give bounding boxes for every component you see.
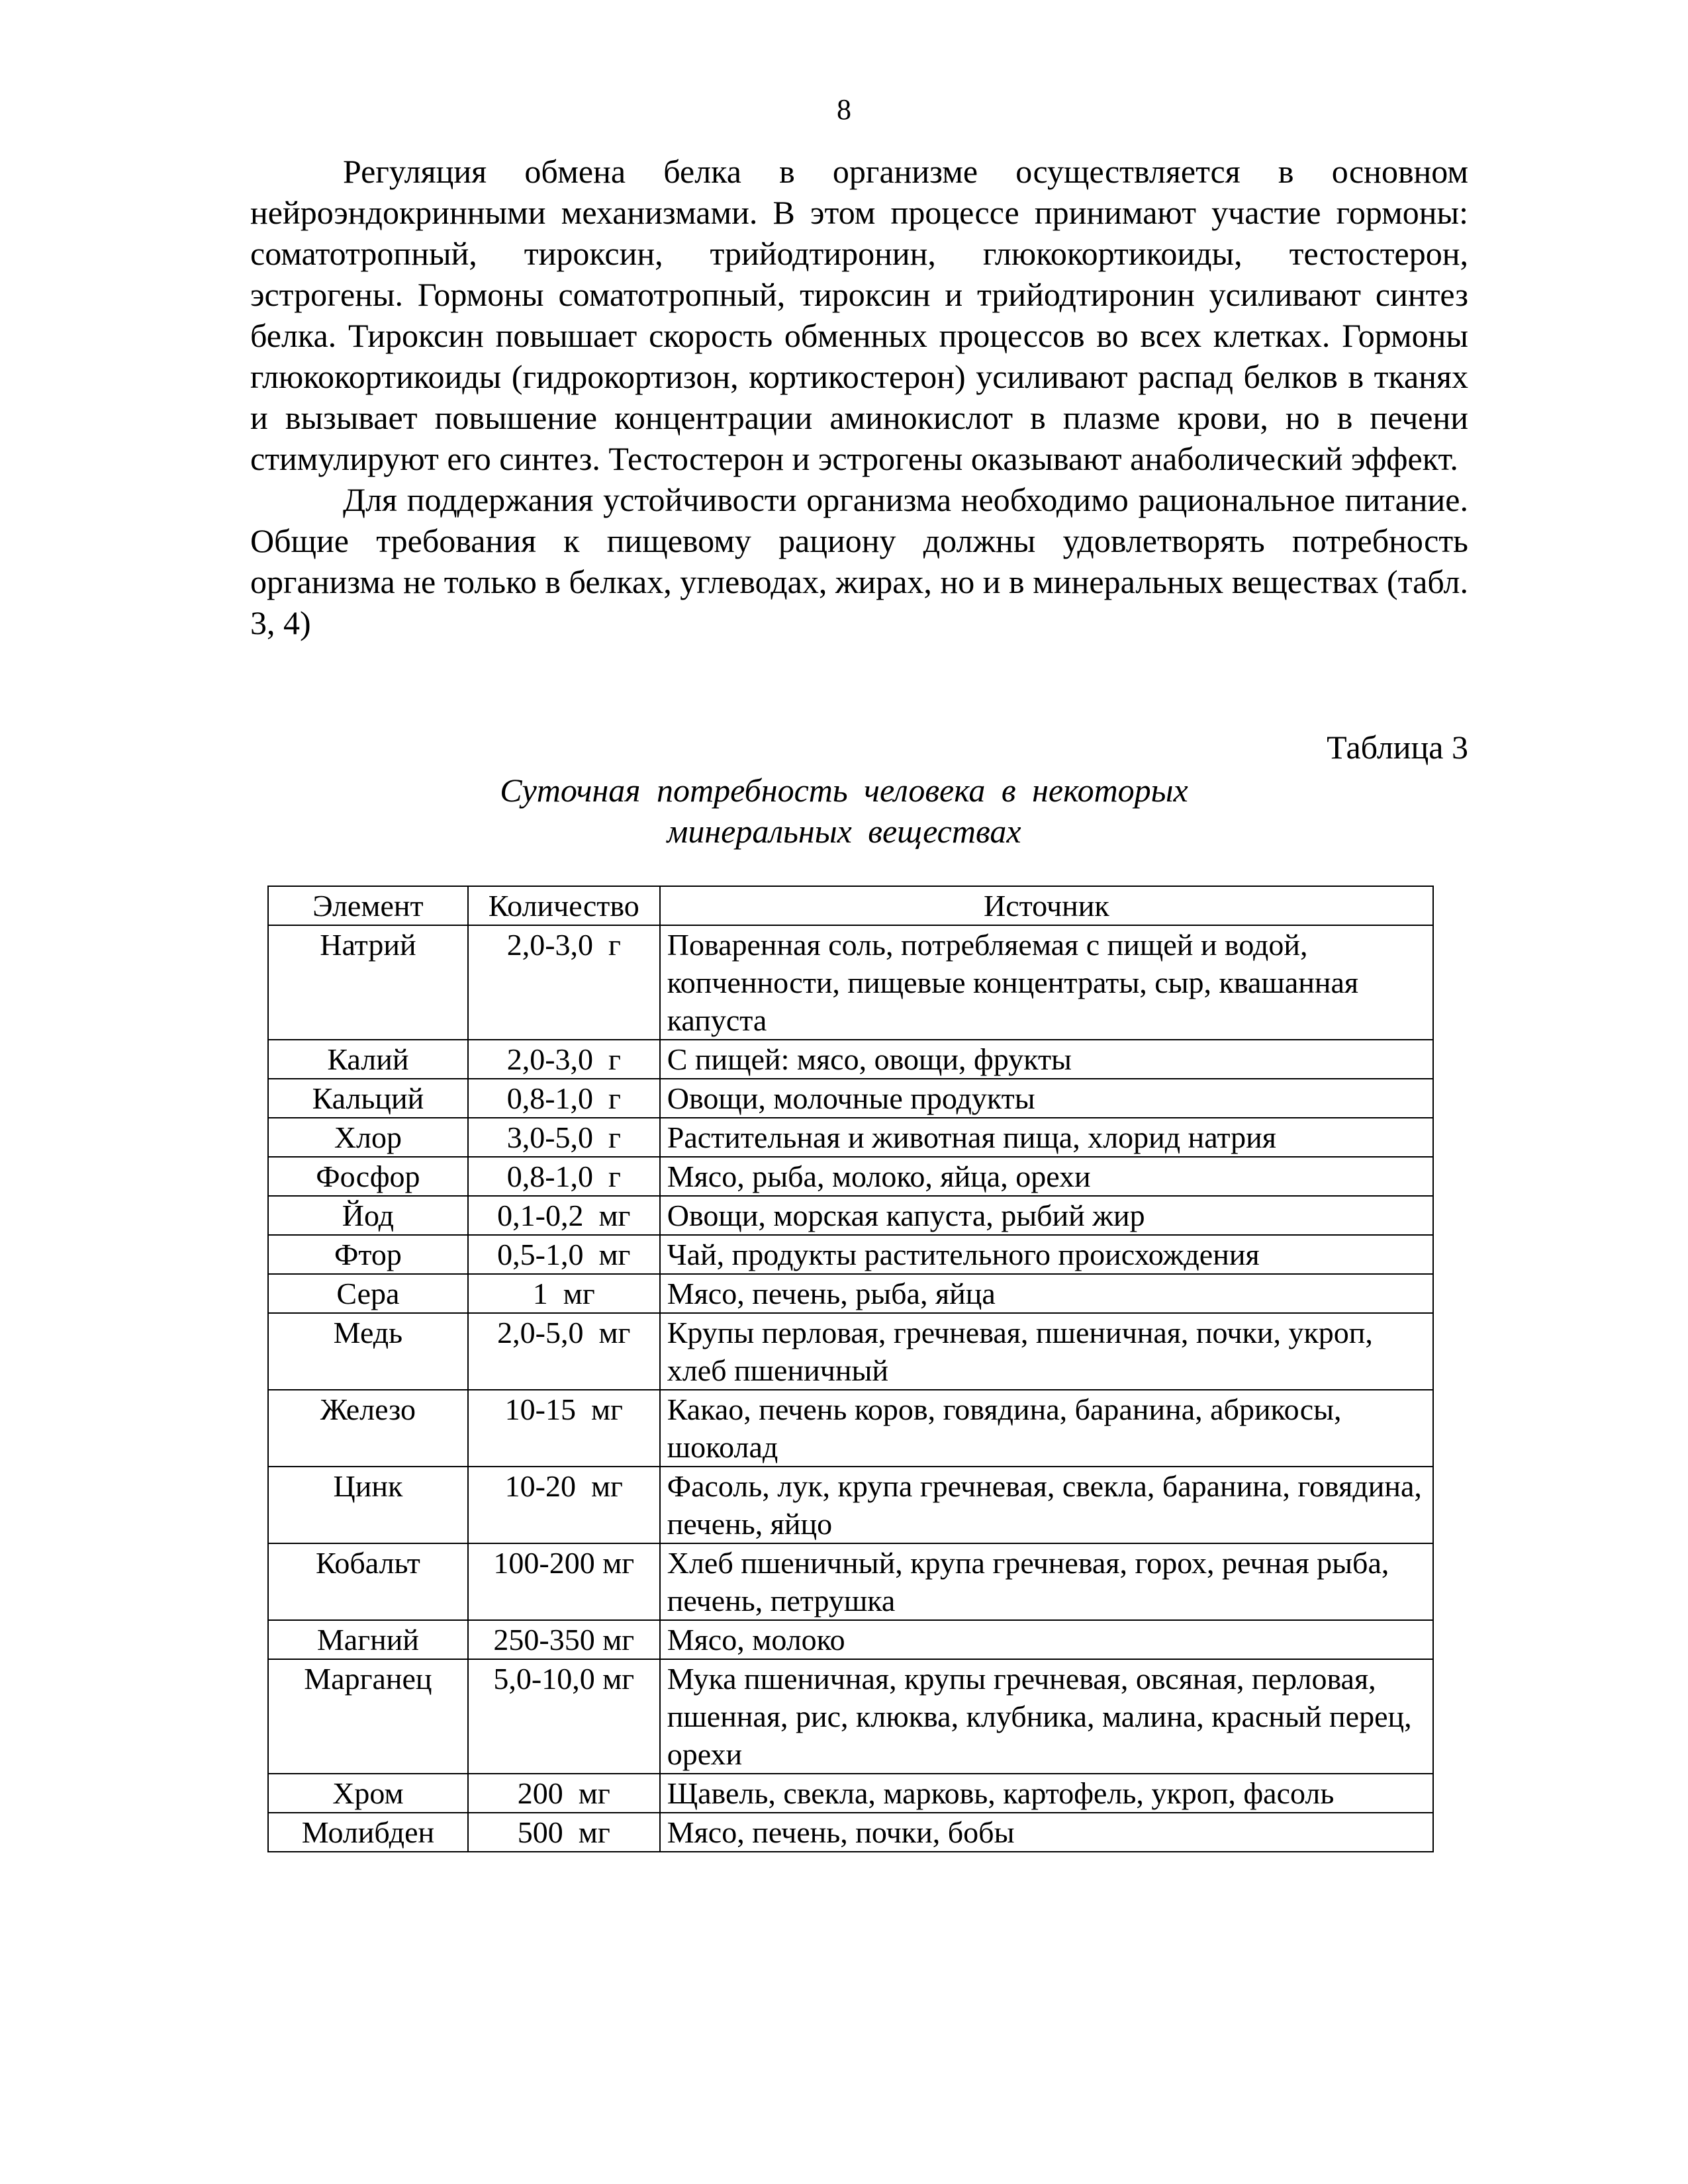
table-row [268, 925, 1433, 1040]
body-text [250, 151, 1468, 643]
header-quantity: Количество [468, 886, 660, 925]
cell-source: Мясо, рыба, молоко, яйца, орехи [660, 1157, 1433, 1196]
cell-source: Мясо, молоко [660, 1620, 1433, 1659]
table-row [268, 1467, 1433, 1543]
cell-quantity: 5,0-10,0 мг [468, 1659, 660, 1774]
table-body [268, 925, 1433, 1852]
table-row [268, 1274, 1433, 1313]
cell-element: Молибден [268, 1813, 468, 1852]
table-header-row [268, 886, 1433, 925]
cell-quantity: 0,5-1,0 мг [468, 1235, 660, 1274]
cell-quantity: 10-20 мг [468, 1467, 660, 1543]
cell-quantity: 2,0-3,0 г [468, 1040, 660, 1079]
cell-source: Овощи, молочные продукты [660, 1079, 1433, 1118]
cell-element: Натрий [268, 925, 468, 1040]
cell-element: Фтор [268, 1235, 468, 1274]
header-element: Элемент [268, 886, 468, 925]
table-row [268, 1157, 1433, 1196]
cell-element: Хром [268, 1774, 468, 1813]
table-caption-line-2: минеральных веществах [667, 813, 1021, 850]
cell-element: Кальций [268, 1079, 468, 1118]
cell-quantity: 3,0-5,0 г [468, 1118, 660, 1157]
paragraph-nutrition: Для поддержания устойчивости организма необходимо рациональное питание. Общие требования к пищевому рациону должны удовлетворять потребность организма не только в белках, углеводах, жирах, но и в минеральных веществах (табл. 3, 4) [250, 481, 1468, 641]
table-row [268, 1079, 1433, 1118]
cell-element: Марганец [268, 1659, 468, 1774]
cell-element: Калий [268, 1040, 468, 1079]
table-label: Таблица 3 [1327, 729, 1468, 766]
cell-quantity: 0,8-1,0 г [468, 1079, 660, 1118]
cell-element: Фосфор [268, 1157, 468, 1196]
cell-quantity: 100-200 мг [468, 1543, 660, 1620]
cell-element: Кобальт [268, 1543, 468, 1620]
table-row [268, 1774, 1433, 1813]
cell-source: Мясо, печень, рыба, яйца [660, 1274, 1433, 1313]
cell-quantity: 200 мг [468, 1774, 660, 1813]
cell-element: Медь [268, 1313, 468, 1390]
table-row [268, 1040, 1433, 1079]
cell-source: Какао, печень коров, говядина, баранина, абрикосы, шоколад [660, 1390, 1433, 1467]
cell-quantity: 0,8-1,0 г [468, 1157, 660, 1196]
table-row [268, 1659, 1433, 1774]
table-row [268, 1813, 1433, 1852]
cell-source: Поваренная соль, потребляемая с пищей и водой, копченности, пищевые концентраты, сыр, квашанная капуста [660, 925, 1433, 1040]
cell-element: Цинк [268, 1467, 468, 1543]
cell-source: Мясо, печень, почки, бобы [660, 1813, 1433, 1852]
cell-element: Йод [268, 1196, 468, 1235]
table-row [268, 1196, 1433, 1235]
table-row [268, 1390, 1433, 1467]
cell-source: С пищей: мясо, овощи, фрукты [660, 1040, 1433, 1079]
cell-source: Чай, продукты растительного происхождения [660, 1235, 1433, 1274]
header-source: Источник [660, 886, 1433, 925]
paragraph-hormone-regulation: Регуляция обмена белка в организме осуществляется в основном нейроэндокринными механизмами. В этом процессе принимают участие гормоны: соматотропный, тироксин, трийодтиронин, глюкокортикоиды, тестостерон, эстрогены. Гормоны соматотропный, тироксин и трийодтиронин усиливают синтез белка. Тироксин повышает скорость обменных процессов во всех клетках. Гормоны глюкокортикоиды (гидрокортизон, кортикостерон) усиливают распад белков в тканях и вызывает повышение концентрации аминокислот в плазме крови, но в печени стимулируют его синтез. Тестостерон и эстрогены оказывают анаболический эффект. [250, 153, 1468, 477]
cell-quantity: 1 мг [468, 1274, 660, 1313]
cell-quantity: 0,1-0,2 мг [468, 1196, 660, 1235]
cell-quantity: 2,0-5,0 мг [468, 1313, 660, 1390]
cell-element: Железо [268, 1390, 468, 1467]
cell-source: Растительная и животная пища, хлорид натрия [660, 1118, 1433, 1157]
minerals-table [267, 886, 1434, 1852]
cell-source: Щавель, свекла, марковь, картофель, укроп, фасоль [660, 1774, 1433, 1813]
cell-source: Мука пшеничная, крупы гречневая, овсяная, перловая, пшенная, рис, клюква, клубника, малина, красный перец, орехи [660, 1659, 1433, 1774]
cell-quantity: 10-15 мг [468, 1390, 660, 1467]
table-row [268, 1620, 1433, 1659]
cell-source: Овощи, морская капуста, рыбий жир [660, 1196, 1433, 1235]
cell-quantity: 500 мг [468, 1813, 660, 1852]
table-row [268, 1118, 1433, 1157]
page-number: 8 [837, 93, 851, 126]
table-row [268, 1313, 1433, 1390]
cell-source: Крупы перловая, гречневая, пшеничная, почки, укроп, хлеб пшеничный [660, 1313, 1433, 1390]
cell-quantity: 250-350 мг [468, 1620, 660, 1659]
table-caption-line-1: Суточная потребность человека в некоторых [500, 772, 1188, 809]
table-row [268, 1235, 1433, 1274]
cell-source: Хлеб пшеничный, крупа гречневая, горох, речная рыба, печень, петрушка [660, 1543, 1433, 1620]
cell-element: Сера [268, 1274, 468, 1313]
cell-source: Фасоль, лук, крупа гречневая, свекла, баранина, говядина, печень, яйцо [660, 1467, 1433, 1543]
table-row [268, 1543, 1433, 1620]
cell-element: Хлор [268, 1118, 468, 1157]
cell-quantity: 2,0-3,0 г [468, 925, 660, 1040]
table-caption [0, 770, 1688, 852]
cell-element: Магний [268, 1620, 468, 1659]
